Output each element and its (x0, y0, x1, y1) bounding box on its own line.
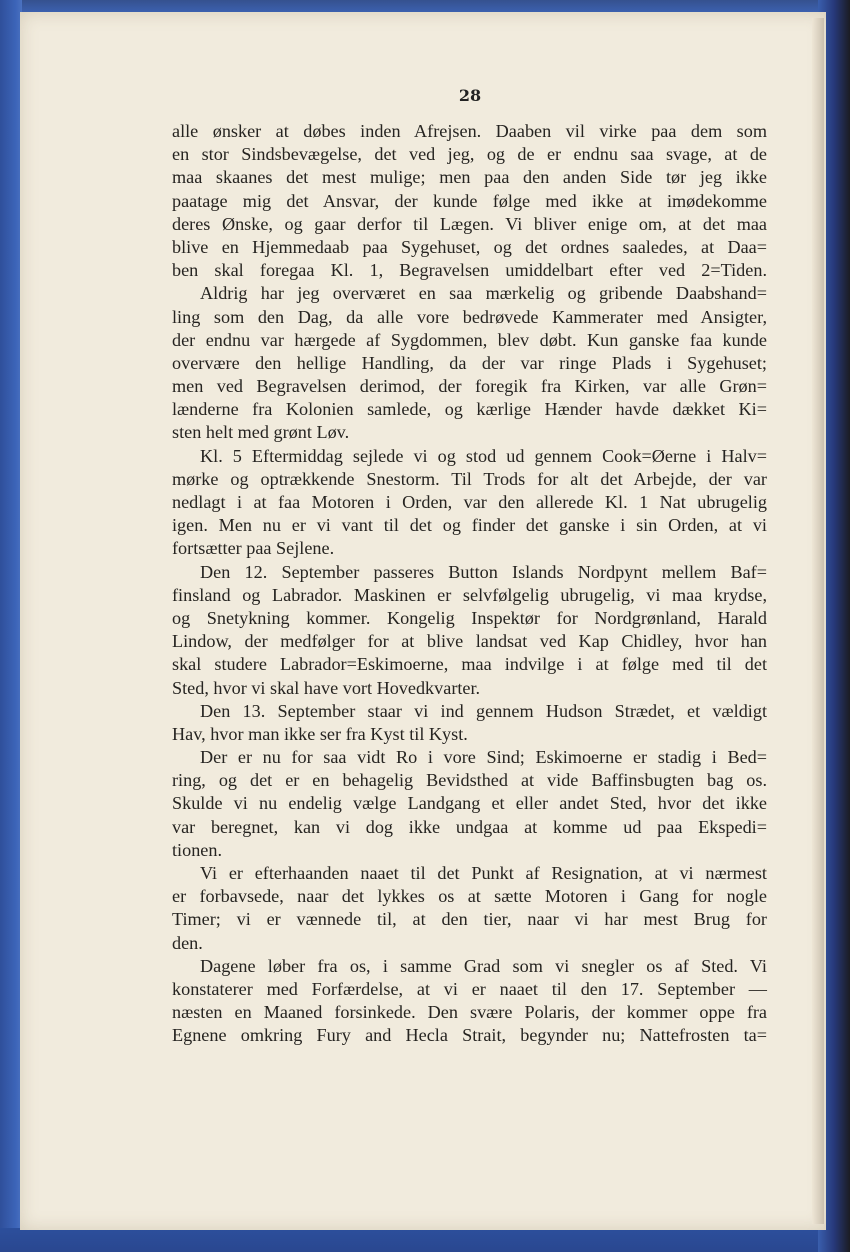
text-line: konstaterer med Forfærdelse, at vi er naaet til den 17. September — (172, 978, 767, 999)
text-line: Dagene løber fra os, i samme Grad som vi snegler os af Sted. Vi (200, 955, 767, 976)
text-line: igen. Men nu er vi vant til det og finder det ganske i sin Orden, at vi (172, 515, 767, 536)
text-line: Den 12. September passeres Button Islands Nordpynt mellem Baf= (200, 561, 767, 582)
text-line: Lindow, der medfølger for at blive landsat ved Kap Chidley, hvor han (172, 631, 767, 652)
text-line: den. (172, 932, 203, 953)
text-line: Timer; vi er vænnede til, at den tier, naar vi har mest Brug for (172, 909, 767, 930)
text-line: ring, og det er en behagelig Bevidsthed at vide Baffinsbugten bag os. (172, 770, 767, 791)
book-cover-bottom-edge (0, 1228, 850, 1252)
text-line: ben skal foregaa Kl. 1, Begravelsen umiddelbart efter ved 2=Tiden. (172, 260, 767, 281)
page-number: 28 (458, 86, 482, 105)
text-line: Hav, hvor man ikke ser fra Kyst til Kyst. (172, 723, 468, 744)
text-line: næsten en Maaned forsinkede. Den svære Polaris, der kommer oppe fra (172, 1002, 767, 1023)
text-line: men ved Begravelsen derimod, der foregik fra Kirken, var alle Grøn= (172, 376, 767, 397)
text-line: Skulde vi nu endelig vælge Landgang et eller andet Sted, hvor det ikke (172, 793, 767, 814)
text-line: Kl. 5 Eftermiddag sejlede vi og stod ud gennem Cook=Øerne i Halv= (200, 445, 767, 466)
text-line: var beregnet, kan vi dog ikke undgaa at komme ud paa Ekspedi= (172, 816, 767, 837)
text-line: Aldrig har jeg overværet en saa mærkelig og gribende Daabshand= (200, 283, 767, 304)
text-line: paatage mig det Ansvar, der kunde følge med ikke at imødekomme (172, 190, 767, 211)
text-line: Der er nu for saa vidt Ro i vore Sind; Eskimoerne er stadig i Bed= (200, 747, 767, 768)
text-line: ling som den Dag, da alle vore bedrøvede Kammerater med Ansigter, (172, 306, 767, 327)
text-line: fortsætter paa Sejlene. (172, 538, 335, 559)
text-line: Den 13. September staar vi ind gennem Hudson Strædet, et vældigt (200, 700, 767, 721)
text-line: tionen. (172, 839, 223, 860)
text-line: deres Ønske, og gaar derfor til Lægen. Vi bliver enige om, at det maa (172, 213, 767, 234)
text-line: lænderne fra Kolonien samlede, og kærlige Hænder havde dækket Ki= (172, 399, 767, 420)
text-line: finsland og Labrador. Maskinen er selvfølgelig ubrugelig, vi maa krydse, (172, 584, 767, 605)
book-cover-left-edge (0, 0, 22, 1252)
text-line: nedlagt i at faa Motoren i Orden, var den allerede Kl. 1 Nat ubrugelig (172, 492, 767, 512)
text-line: en stor Sindsbevægelse, det ved jeg, og de er endnu saa svage, at de (172, 144, 767, 165)
text-line: Vi er efterhaanden naaet til det Punkt af Resignation, at vi nærmest (200, 863, 767, 883)
text-line: alle ønsker at døbes inden Afrejsen. Daaben vil virke paa dem som (172, 121, 767, 141)
text-line: der endnu var hærgede af Sygdommen, blev døbt. Kun ganske faa kunde (172, 329, 767, 350)
text-line: sten helt med grønt Løv. (172, 422, 350, 443)
text-line: mørke og optrækkende Snestorm. Til Trods for alt det Arbejde, der var (172, 468, 767, 489)
text-line: og Snetykning kommer. Kongelig Inspektør for Nordgrønland, Harald (172, 607, 767, 628)
text-line: Egnene omkring Fury and Hecla Strait, begynder nu; Nattefrosten ta= (172, 1025, 767, 1046)
text-line: blive en Hjemmedaab paa Sygehuset, og det ordnes saaledes, at Daa= (172, 236, 767, 257)
text-line: maa skaanes det mest mulige; men paa den anden Side tør jeg ikke (172, 167, 767, 188)
text-line: skal studere Labrador=Eskimoerne, maa indvilge i at følge med til det (172, 654, 767, 675)
body-text (172, 120, 767, 1048)
text-line: Sted, hvor vi skal have vort Hovedkvarter. (172, 677, 481, 698)
page-stack-edge (812, 18, 824, 1224)
text-line: er forbavsede, naar det lykkes os at sætte Motoren i Gang for nogle (172, 886, 767, 907)
text-line: overvære den hellige Handling, da der var ringe Plads i Sygehuset; (172, 352, 767, 373)
